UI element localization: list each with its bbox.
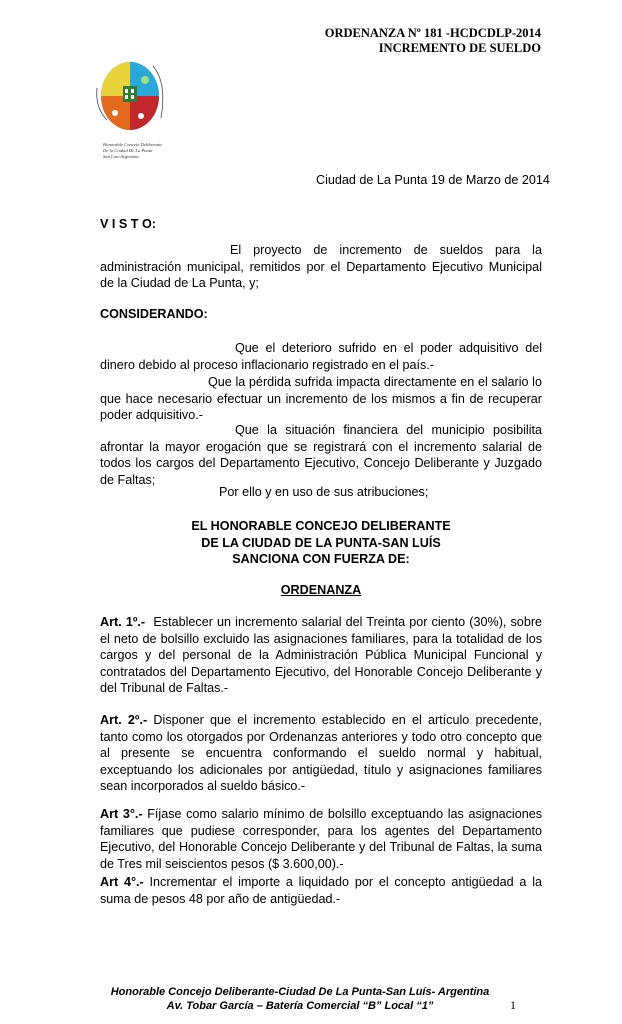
- considerando-paragraph: Que el deterioro sufrido en el poder adquisitivo del dinero debido al proceso inflacionario registrado en el país.-: [100, 341, 542, 372]
- date-line: Ciudad de La Punta 19 de Marzo de 2014: [316, 173, 550, 187]
- page-number: 1: [510, 998, 516, 1012]
- article-2: [100, 712, 542, 795]
- footer-line: Honorable Concejo Deliberante-Ciudad De La Punta-San Luís- Argentina: [110, 986, 490, 998]
- article-label: Art. 1º.-: [100, 615, 146, 629]
- considerando-paragraph: Que la situación financiera del municipio posibilita afrontar la mayor erogación que se registrará con el incremento salarial de todos los cargos del Departamento Ejecutivo, Concejo Deliberante y Juzgado de Faltas;: [100, 423, 542, 487]
- document-footer: [80, 985, 520, 1013]
- logo-caption-line: Honorable Concejo Deliberante: [103, 142, 163, 147]
- article-text: Fíjase como salario mínimo de bolsillo exceptuando las asignaciones familiares que pudiese corresponder, para los agentes del Departamento Ejecutivo, del Honorable Concejo Deliberante y del Tribunal de Faltas, la suma de Tres mil seiscientos pesos ($ 3.600,00).-: [100, 807, 543, 871]
- article-label: Art 3°.-: [100, 807, 143, 821]
- ordenanza-title: ORDENANZA: [280, 583, 362, 597]
- visto-heading: V I S T O:: [100, 217, 156, 231]
- article-3: [100, 806, 542, 872]
- article-text: Incrementar el importe a liquidado por el concepto antigüedad a la suma de pesos 48 por año de antigüedad.-: [100, 875, 543, 906]
- document-header: [325, 26, 541, 56]
- sanciona-line: EL HONORABLE CONCEJO DELIBERANTE: [191, 519, 451, 533]
- ordinance-subject: INCREMENTO DE SUELDO: [378, 41, 541, 55]
- logo-caption: [103, 142, 183, 160]
- visto-text: El proyecto de incremento de sueldos para la administración municipal, remitidos por el Departamento Ejecutivo Municipal de la Ciudad de La Punta, y;: [100, 243, 542, 291]
- considerando-paragraph: Que la pérdida sufrida impacta directamente en el salario lo que hace necesario efectuar un incremento de los mismos a fin de recuperar poder adquisitivo.-: [100, 375, 542, 423]
- logo-caption-line: San Luis-Argentina: [103, 154, 139, 159]
- article-text: Disponer que el incremento establecido en el artículo precedente, tanto como los otorgados por Ordenanzas anteriores y todo otro concepto que al presente se encuentra conformando el sueldo normal y habitual, exceptuando los adicionales por antigüedad, título y asignaciones familiares sean incorporados al sueldo básico.-: [100, 713, 543, 794]
- sanciona-line: SANCIONA CON FUERZA DE:: [232, 552, 410, 567]
- article-label: Art 4°.-: [100, 875, 144, 889]
- logo-caption-line: De la Ciudad De La Punta: [103, 148, 153, 153]
- footer-line: Av. Tobar García – Batería Comercial “B” Local “1”: [166, 1000, 434, 1012]
- article-4: [100, 874, 542, 907]
- sanciona-block: [100, 518, 542, 568]
- por-ello-line: Por ello y en uso de sus atribuciones;: [219, 485, 429, 499]
- article-label: Art. 2º.-: [100, 713, 148, 727]
- article-text: Establecer un incremento salarial del Treinta por ciento (30%), sobre el neto de bolsillo excluido las asignaciones familiares, para la totalidad de los cargos y del personal de la Administración Pública Municipal Funcional y contratados del Departamento Ejecutivo, del Honorable Concejo Deliberante y del Tribunal de Faltas.-: [100, 615, 543, 696]
- article-1: [100, 614, 542, 697]
- sanciona-line: DE LA CIUDAD DE LA PUNTA-SAN LUÍS: [201, 535, 441, 550]
- ordinance-number: ORDENANZA Nº 181 -HCDCDLP-2014: [324, 26, 541, 40]
- considerando-heading: CONSIDERANDO:: [100, 307, 208, 321]
